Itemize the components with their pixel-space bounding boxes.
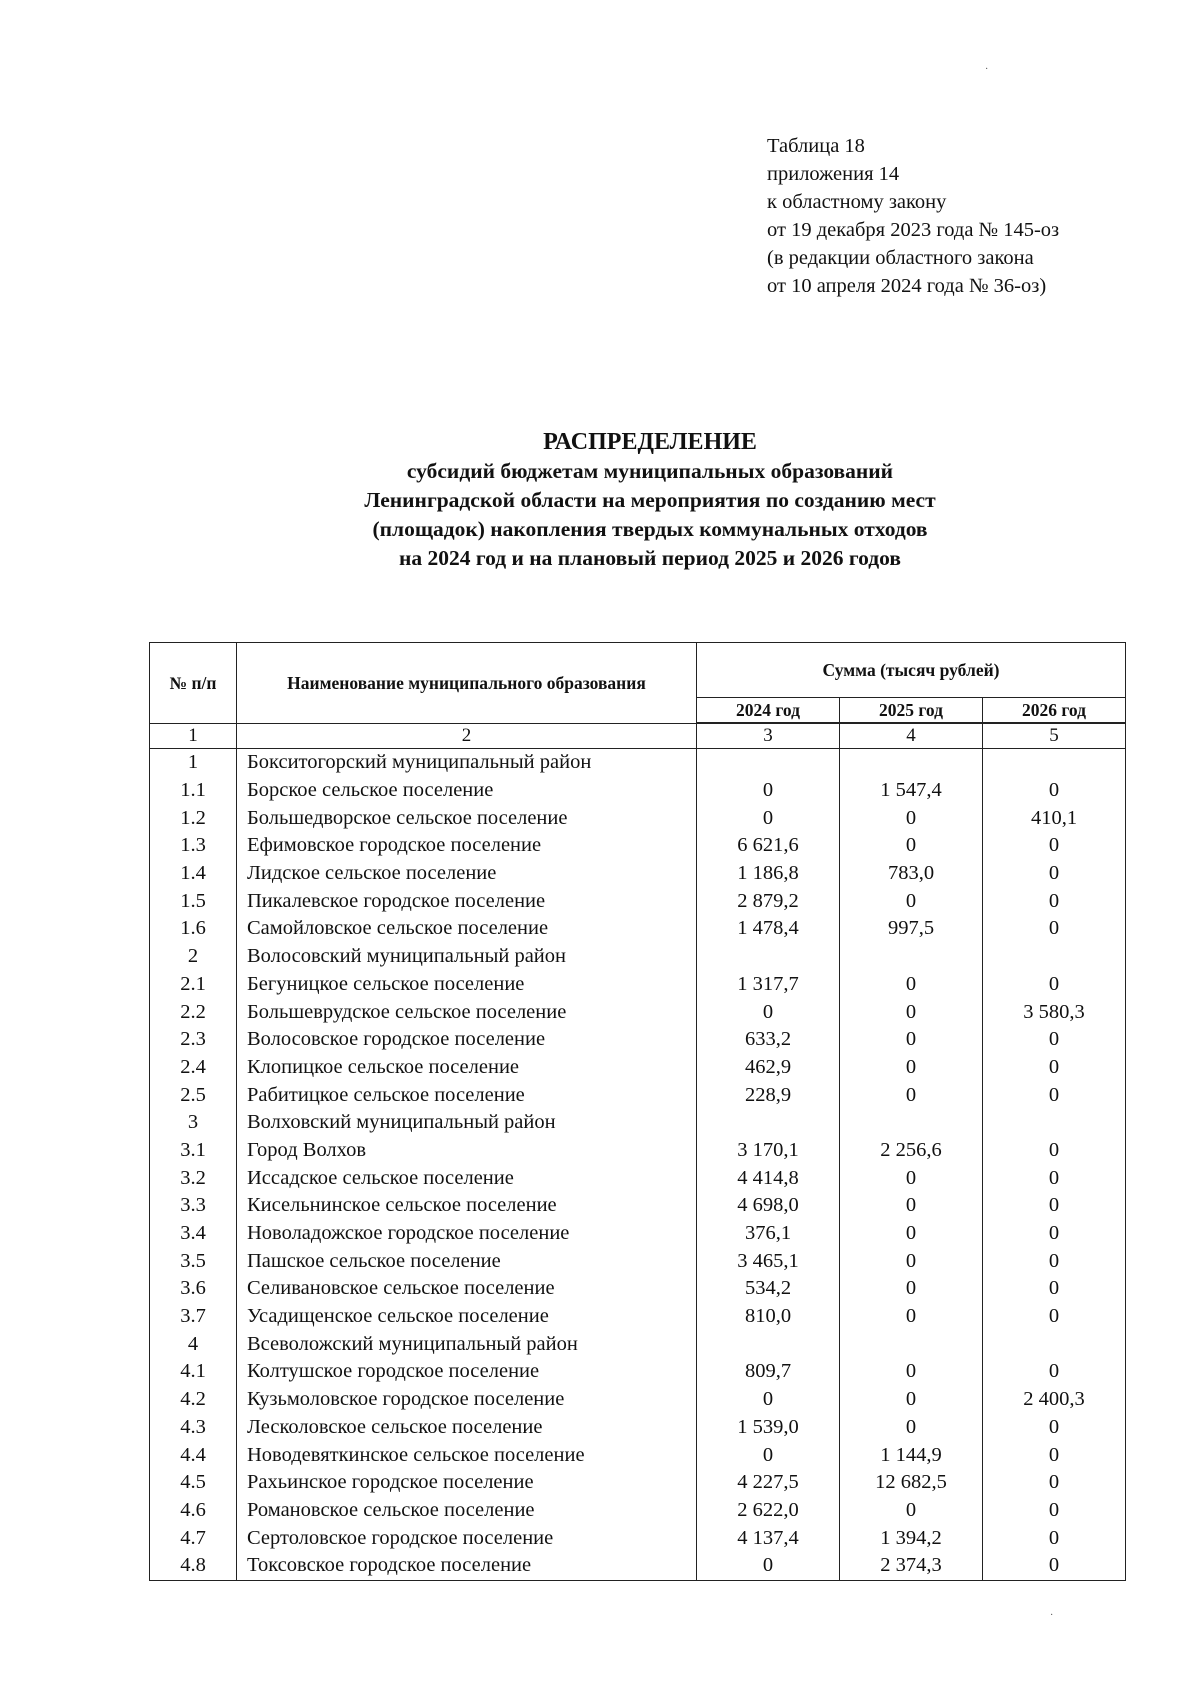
municipality-name: Волосовский муниципальный район	[237, 943, 697, 971]
amount-2024: 810,0	[697, 1303, 840, 1331]
amount-2024: 0	[697, 777, 840, 805]
row-number: 3.6	[150, 1275, 237, 1303]
scan-speck: ·	[985, 64, 989, 75]
table-row	[150, 1330, 1126, 1358]
amount-2024	[697, 1330, 840, 1358]
amount-2026	[983, 1109, 1126, 1137]
municipality-name: Сертоловское городское поселение	[237, 1524, 697, 1552]
table-row	[150, 804, 1126, 832]
amount-2026	[983, 749, 1126, 777]
amount-2024: 6 621,6	[697, 832, 840, 860]
header-year-2025: 2025 год	[840, 698, 983, 724]
amount-2026: 0	[983, 1192, 1126, 1220]
amount-2024: 1 478,4	[697, 915, 840, 943]
table-row	[150, 1552, 1126, 1580]
reference-line: Таблица 18	[767, 135, 865, 157]
row-number: 2.1	[150, 971, 237, 999]
amount-2025: 0	[840, 1303, 983, 1331]
row-number: 4.6	[150, 1497, 237, 1525]
header-name: Наименование муниципального образования	[237, 643, 697, 724]
row-number: 4.7	[150, 1524, 237, 1552]
municipality-name: Пашское сельское поселение	[237, 1247, 697, 1275]
row-number: 3.1	[150, 1137, 237, 1165]
amount-2026: 0	[983, 1247, 1126, 1275]
amount-2025: 1 144,9	[840, 1441, 983, 1469]
table-row	[150, 887, 1126, 915]
municipality-name: Кисельнинское сельское поселение	[237, 1192, 697, 1220]
header-year-2024: 2024 год	[697, 698, 840, 724]
row-number: 3.3	[150, 1192, 237, 1220]
row-number: 4.5	[150, 1469, 237, 1497]
table-row	[150, 1164, 1126, 1192]
municipality-name: Большедворское сельское поселение	[237, 804, 697, 832]
amount-2024	[697, 1109, 840, 1137]
amount-2025: 0	[840, 1497, 983, 1525]
amount-2025: 0	[840, 1386, 983, 1414]
column-number: 3	[697, 723, 840, 749]
row-number: 3.5	[150, 1247, 237, 1275]
municipality-name: Лесколовское сельское поселение	[237, 1414, 697, 1442]
amount-2024: 1 317,7	[697, 971, 840, 999]
table-row	[150, 1441, 1126, 1469]
row-number: 4.2	[150, 1386, 237, 1414]
row-number: 2.2	[150, 998, 237, 1026]
amount-2025: 1 394,2	[840, 1524, 983, 1552]
table-row	[150, 777, 1126, 805]
amount-2025: 0	[840, 1275, 983, 1303]
municipality-name: Самойловское сельское поселение	[237, 915, 697, 943]
column-number: 1	[150, 723, 237, 749]
amount-2025: 2 374,3	[840, 1552, 983, 1580]
amount-2025: 12 682,5	[840, 1469, 983, 1497]
amount-2025: 2 256,6	[840, 1137, 983, 1165]
municipality-name: Бегуницкое сельское поселение	[237, 971, 697, 999]
municipality-name: Большеврудское сельское поселение	[237, 998, 697, 1026]
row-number: 3.4	[150, 1220, 237, 1248]
amount-2024: 633,2	[697, 1026, 840, 1054]
amount-2026: 0	[983, 1275, 1126, 1303]
municipality-name: Новодевяткинское сельское поселение	[237, 1441, 697, 1469]
scan-speck: ·	[1050, 1610, 1054, 1621]
amount-2026: 0	[983, 1026, 1126, 1054]
amount-2024	[697, 749, 840, 777]
municipality-name: Селивановское сельское поселение	[237, 1275, 697, 1303]
amount-2024: 534,2	[697, 1275, 840, 1303]
column-number: 5	[983, 723, 1126, 749]
amount-2026: 0	[983, 860, 1126, 888]
header-number: № п/п	[150, 643, 237, 724]
table-row	[150, 1358, 1126, 1386]
municipality-name: Волосовское городское поселение	[237, 1026, 697, 1054]
municipality-name: Бокситогорский муниципальный район	[237, 749, 697, 777]
municipality-name: Клопицкое сельское поселение	[237, 1054, 697, 1082]
table-row	[150, 749, 1126, 777]
amount-2026	[983, 1330, 1126, 1358]
amount-2026: 0	[983, 1164, 1126, 1192]
amount-2025: 1 547,4	[840, 777, 983, 805]
municipality-name: Романовское сельское поселение	[237, 1497, 697, 1525]
amount-2026: 0	[983, 1497, 1126, 1525]
amount-2026: 410,1	[983, 804, 1126, 832]
amount-2024: 462,9	[697, 1054, 840, 1082]
municipality-name: Кузьмоловское городское поселение	[237, 1386, 697, 1414]
amount-2025: 0	[840, 1054, 983, 1082]
column-number: 2	[237, 723, 697, 749]
municipality-name: Иссадское сельское поселение	[237, 1164, 697, 1192]
amount-2024: 3 465,1	[697, 1247, 840, 1275]
municipality-name: Рабитицкое сельское поселение	[237, 1081, 697, 1109]
amount-2025: 0	[840, 1192, 983, 1220]
table-row	[150, 1497, 1126, 1525]
amount-2026: 0	[983, 1358, 1126, 1386]
municipality-name: Борское сельское поселение	[237, 777, 697, 805]
amount-2026: 0	[983, 915, 1126, 943]
amount-2024: 1 186,8	[697, 860, 840, 888]
amount-2026: 0	[983, 1552, 1126, 1580]
amount-2025: 0	[840, 1358, 983, 1386]
amount-2024: 0	[697, 1441, 840, 1469]
row-number: 2.4	[150, 1054, 237, 1082]
amount-2025: 0	[840, 1026, 983, 1054]
table-row	[150, 1192, 1126, 1220]
amount-2026: 0	[983, 1081, 1126, 1109]
table-row	[150, 1026, 1126, 1054]
title-heading: РАСПРЕДЕЛЕНИЕ	[543, 429, 757, 455]
subsidy-table	[149, 642, 1126, 1581]
amount-2025	[840, 1330, 983, 1358]
amount-2024: 0	[697, 998, 840, 1026]
municipality-name: Лидское сельское поселение	[237, 860, 697, 888]
amount-2026: 0	[983, 832, 1126, 860]
amount-2025	[840, 943, 983, 971]
table-row	[150, 1275, 1126, 1303]
municipality-name: Новоладожское городское поселение	[237, 1220, 697, 1248]
table-row	[150, 1081, 1126, 1109]
amount-2026: 0	[983, 1414, 1126, 1442]
header-sum: Сумма (тысяч рублей)	[697, 643, 1126, 698]
table-row	[150, 943, 1126, 971]
amount-2024: 4 137,4	[697, 1524, 840, 1552]
table-row	[150, 1220, 1126, 1248]
row-number: 4	[150, 1330, 237, 1358]
amount-2024: 4 414,8	[697, 1164, 840, 1192]
amount-2024: 228,9	[697, 1081, 840, 1109]
reference-line: от 19 декабря 2023 года № 145-оз	[767, 219, 1060, 241]
title-line: на 2024 год и на плановый период 2025 и 2026 годов	[399, 546, 901, 570]
header-year-2026: 2026 год	[983, 698, 1126, 724]
row-number: 3.7	[150, 1303, 237, 1331]
amount-2026: 0	[983, 1137, 1126, 1165]
reference-block	[767, 132, 1059, 300]
row-number: 4.4	[150, 1441, 237, 1469]
amount-2024	[697, 943, 840, 971]
row-number: 2	[150, 943, 237, 971]
amount-2026: 2 400,3	[983, 1386, 1126, 1414]
amount-2025: 0	[840, 804, 983, 832]
amount-2025: 0	[840, 887, 983, 915]
amount-2024: 0	[697, 1386, 840, 1414]
amount-2025	[840, 749, 983, 777]
amount-2024: 1 539,0	[697, 1414, 840, 1442]
title-line: (площадок) накопления твердых коммунальных отходов	[372, 517, 928, 541]
amount-2025: 0	[840, 1081, 983, 1109]
row-number: 4.8	[150, 1552, 237, 1580]
reference-line: (в редакции областного закона	[767, 247, 1034, 269]
amount-2025: 783,0	[840, 860, 983, 888]
amount-2024: 4 698,0	[697, 1192, 840, 1220]
amount-2024: 2 622,0	[697, 1497, 840, 1525]
table-row	[150, 832, 1126, 860]
amount-2025	[840, 1109, 983, 1137]
reference-line: от 10 апреля 2024 года № 36-оз)	[767, 275, 1047, 297]
amount-2026	[983, 943, 1126, 971]
municipality-name: Рахьинское городское поселение	[237, 1469, 697, 1497]
table-row	[150, 998, 1126, 1026]
amount-2025: 0	[840, 998, 983, 1026]
title-line: субсидий бюджетам муниципальных образований	[406, 459, 894, 483]
amount-2024: 809,7	[697, 1358, 840, 1386]
row-number: 4.1	[150, 1358, 237, 1386]
amount-2026: 0	[983, 1220, 1126, 1248]
amount-2024: 376,1	[697, 1220, 840, 1248]
amount-2026: 3 580,3	[983, 998, 1126, 1026]
row-number: 1.3	[150, 832, 237, 860]
table-row	[150, 1109, 1126, 1137]
amount-2025: 0	[840, 971, 983, 999]
amount-2026: 0	[983, 1303, 1126, 1331]
municipality-name: Токсовское городское поселение	[237, 1552, 697, 1580]
municipality-name: Всеволожский муниципальный район	[237, 1330, 697, 1358]
amount-2024: 3 170,1	[697, 1137, 840, 1165]
document-title	[0, 428, 1200, 573]
table-row	[150, 1247, 1126, 1275]
table-row	[150, 1386, 1126, 1414]
table-body	[150, 749, 1126, 1581]
row-number: 1.4	[150, 860, 237, 888]
amount-2026: 0	[983, 1524, 1126, 1552]
row-number: 3.2	[150, 1164, 237, 1192]
amount-2025: 0	[840, 1247, 983, 1275]
row-number: 1	[150, 749, 237, 777]
amount-2024: 0	[697, 804, 840, 832]
row-number: 1.1	[150, 777, 237, 805]
amount-2025: 0	[840, 1164, 983, 1192]
reference-line: приложения 14	[767, 163, 900, 185]
municipality-name: Ефимовское городское поселение	[237, 832, 697, 860]
row-number: 2.3	[150, 1026, 237, 1054]
reference-line: к областному закону	[767, 191, 947, 213]
row-number: 2.5	[150, 1081, 237, 1109]
municipality-name: Колтушское городское поселение	[237, 1358, 697, 1386]
table-row	[150, 915, 1126, 943]
amount-2025: 0	[840, 1220, 983, 1248]
municipality-name: Город Волхов	[237, 1137, 697, 1165]
row-number: 1.2	[150, 804, 237, 832]
table-row	[150, 1524, 1126, 1552]
column-number: 4	[840, 723, 983, 749]
table-row	[150, 1137, 1126, 1165]
amount-2025: 997,5	[840, 915, 983, 943]
amount-2026: 0	[983, 1469, 1126, 1497]
table-row	[150, 1303, 1126, 1331]
table-row	[150, 1469, 1126, 1497]
amount-2026: 0	[983, 1054, 1126, 1082]
municipality-name: Пикалевское городское поселение	[237, 887, 697, 915]
table-row	[150, 971, 1126, 999]
amount-2025: 0	[840, 1414, 983, 1442]
municipality-name: Усадищенское сельское поселение	[237, 1303, 697, 1331]
row-number: 4.3	[150, 1414, 237, 1442]
amount-2024: 4 227,5	[697, 1469, 840, 1497]
row-number: 1.5	[150, 887, 237, 915]
row-number: 1.6	[150, 915, 237, 943]
amount-2026: 0	[983, 777, 1126, 805]
municipality-name: Волховский муниципальный район	[237, 1109, 697, 1137]
title-line: Ленинградской области на мероприятия по созданию мест	[364, 488, 936, 512]
table-row	[150, 1054, 1126, 1082]
amount-2024: 2 879,2	[697, 887, 840, 915]
amount-2025: 0	[840, 832, 983, 860]
amount-2026: 0	[983, 1441, 1126, 1469]
row-number: 3	[150, 1109, 237, 1137]
amount-2024: 0	[697, 1552, 840, 1580]
table-row	[150, 1414, 1126, 1442]
amount-2026: 0	[983, 971, 1126, 999]
amount-2026: 0	[983, 887, 1126, 915]
table-row	[150, 860, 1126, 888]
